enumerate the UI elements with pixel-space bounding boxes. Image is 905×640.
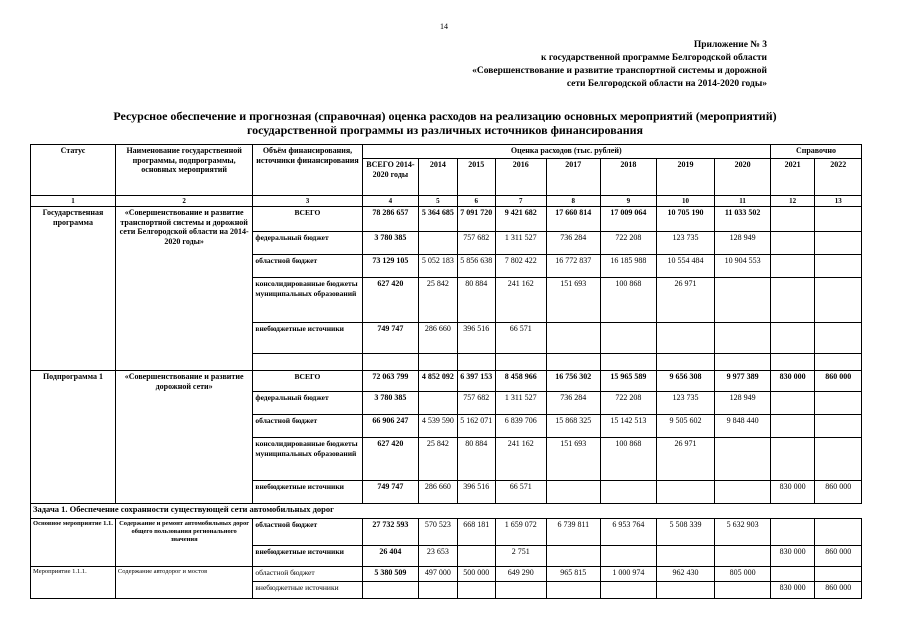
amount-cell xyxy=(601,546,657,567)
sp-status: Подпрограмма 1 xyxy=(31,371,116,504)
amount-cell: 66 571 xyxy=(495,481,546,504)
gp-row xyxy=(31,207,862,232)
amount-cell: 8 458 966 xyxy=(495,371,546,392)
amount-cell: 722 208 xyxy=(601,232,657,255)
amount-cell: 757 682 xyxy=(457,392,495,415)
amount-cell: 962 430 xyxy=(656,567,715,582)
amount-cell xyxy=(815,207,862,232)
m111-status: Мероприятие 1.1.1. xyxy=(31,567,116,599)
gp-name: «Совершенствование и развитие транспортной системы и дорожной сети Белгородской области на 2014-2020 годы» xyxy=(115,207,252,371)
amount-cell: 26 971 xyxy=(656,438,715,481)
col-num: 11 xyxy=(715,196,771,207)
col-num: 6 xyxy=(457,196,495,207)
amount-cell: 100 868 xyxy=(601,278,657,323)
column-number-row xyxy=(31,196,862,207)
amount-cell: 16 756 302 xyxy=(546,371,601,392)
amount-cell: 16 185 988 xyxy=(601,255,657,278)
amount-cell xyxy=(815,392,862,415)
appendix-line-4: сети Белгородской области на 2014-2020 годы» xyxy=(566,79,767,89)
empty-cell xyxy=(457,354,495,371)
amount-cell xyxy=(715,582,771,599)
amount-cell: 860 000 xyxy=(815,582,862,599)
funding-source: ВСЕГО xyxy=(253,207,362,232)
amount-cell xyxy=(770,232,814,255)
amount-cell: 749 747 xyxy=(362,323,419,354)
amount-cell: 1 311 527 xyxy=(495,392,546,415)
amount-cell xyxy=(656,323,715,354)
funding-source: областной бюджет xyxy=(253,567,362,582)
col-num: 10 xyxy=(656,196,715,207)
amount-cell xyxy=(770,519,814,546)
amount-cell: 17 660 814 xyxy=(546,207,601,232)
col-num: 9 xyxy=(601,196,657,207)
amount-cell xyxy=(770,278,814,323)
header-name: Наименование государственной программы, подпрограммы, основных мероприятий xyxy=(115,145,252,196)
amount-cell xyxy=(457,546,495,567)
amount-cell xyxy=(495,582,546,599)
amount-cell: 627 420 xyxy=(362,278,419,323)
col-num: 5 xyxy=(419,196,457,207)
amount-cell: 6 953 764 xyxy=(601,519,657,546)
header-2018: 2018 xyxy=(601,159,657,196)
amount-cell: 286 660 xyxy=(419,323,457,354)
funding-source: внебюджетные источники xyxy=(253,481,362,504)
amount-cell: 3 780 385 xyxy=(362,392,419,415)
title-line-1: Ресурсное обеспечение и прогнозная (справочная) оценка расходов на реализацию основных мероприятий (мероприятий) xyxy=(113,109,777,123)
task-row xyxy=(31,504,862,519)
col-num: 13 xyxy=(815,196,862,207)
amount-cell xyxy=(656,582,715,599)
amount-cell: 80 884 xyxy=(457,278,495,323)
amount-cell: 6 739 811 xyxy=(546,519,601,546)
amount-cell: 6 839 706 xyxy=(495,415,546,438)
amount-cell xyxy=(815,415,862,438)
funding-source: консолидированные бюджеты муниципальных образований xyxy=(253,438,362,481)
amount-cell xyxy=(546,481,601,504)
amount-cell: 5 162 071 xyxy=(457,415,495,438)
amount-cell xyxy=(601,481,657,504)
amount-cell xyxy=(546,546,601,567)
col-num: 2 xyxy=(115,196,252,207)
amount-cell xyxy=(815,323,862,354)
amount-cell: 7 802 422 xyxy=(495,255,546,278)
document-title xyxy=(30,109,860,137)
empty-cell xyxy=(656,354,715,371)
amount-cell: 570 523 xyxy=(419,519,457,546)
header-estimate: Оценка расходов (тыс. рублей) xyxy=(362,145,770,159)
header-funding: Объём финансирования, источники финансирования xyxy=(253,145,362,196)
amount-cell: 757 682 xyxy=(457,232,495,255)
sp-row xyxy=(31,371,862,392)
empty-cell xyxy=(715,354,771,371)
m111-row xyxy=(31,567,862,582)
amount-cell: 123 735 xyxy=(656,232,715,255)
amount-cell: 9 656 308 xyxy=(656,371,715,392)
amount-cell: 5 508 339 xyxy=(656,519,715,546)
col-num: 7 xyxy=(495,196,546,207)
header-total: ВСЕГО 2014-2020 годы xyxy=(362,159,419,196)
amount-cell: 736 284 xyxy=(546,392,601,415)
col-num: 1 xyxy=(31,196,116,207)
empty-cell xyxy=(546,354,601,371)
amount-cell: 15 142 513 xyxy=(601,415,657,438)
col-num: 4 xyxy=(362,196,419,207)
amount-cell: 66 906 247 xyxy=(362,415,419,438)
col-num: 3 xyxy=(253,196,362,207)
amount-cell xyxy=(546,323,601,354)
amount-cell xyxy=(419,392,457,415)
header-status: Статус xyxy=(31,145,116,196)
amount-cell: 5 364 685 xyxy=(419,207,457,232)
amount-cell: 736 284 xyxy=(546,232,601,255)
funding-source: областной бюджет xyxy=(253,519,362,546)
amount-cell xyxy=(656,481,715,504)
amount-cell xyxy=(815,255,862,278)
amount-cell xyxy=(715,438,771,481)
appendix-line-2: к государственной программе Белгородской области xyxy=(540,53,767,63)
amount-cell xyxy=(770,438,814,481)
header-2020: 2020 xyxy=(715,159,771,196)
amount-cell xyxy=(715,481,771,504)
amount-cell: 668 181 xyxy=(457,519,495,546)
amount-cell: 396 516 xyxy=(457,481,495,504)
empty-cell xyxy=(770,354,814,371)
amount-cell xyxy=(715,278,771,323)
empty-cell xyxy=(815,354,862,371)
amount-cell xyxy=(770,567,814,582)
amount-cell xyxy=(715,546,771,567)
amount-cell xyxy=(770,255,814,278)
amount-cell: 3 780 385 xyxy=(362,232,419,255)
amount-cell: 123 735 xyxy=(656,392,715,415)
amount-cell: 73 129 105 xyxy=(362,255,419,278)
funding-source: областной бюджет xyxy=(253,255,362,278)
funding-source: ВСЕГО xyxy=(253,371,362,392)
funding-source: внебюджетные источники xyxy=(253,323,362,354)
amount-cell: 151 693 xyxy=(546,438,601,481)
amount-cell: 627 420 xyxy=(362,438,419,481)
header-2016: 2016 xyxy=(495,159,546,196)
empty-cell xyxy=(601,354,657,371)
amount-cell: 9 977 389 xyxy=(715,371,771,392)
amount-cell: 830 000 xyxy=(770,546,814,567)
amount-cell: 7 091 720 xyxy=(457,207,495,232)
header-2022: 2022 xyxy=(815,159,862,196)
amount-cell xyxy=(815,438,862,481)
amount-cell: 26 971 xyxy=(656,278,715,323)
empty-cell xyxy=(495,354,546,371)
amount-cell: 749 747 xyxy=(362,481,419,504)
funding-source: консолидированные бюджеты муниципальных образований xyxy=(253,278,362,323)
empty-cell xyxy=(253,354,362,371)
amount-cell: 78 286 657 xyxy=(362,207,419,232)
header-2019: 2019 xyxy=(656,159,715,196)
col-num: 12 xyxy=(770,196,814,207)
amount-cell xyxy=(601,582,657,599)
amount-cell: 286 660 xyxy=(419,481,457,504)
amount-cell: 25 842 xyxy=(419,438,457,481)
amount-cell: 649 290 xyxy=(495,567,546,582)
col-num: 8 xyxy=(546,196,601,207)
amount-cell: 10 554 484 xyxy=(656,255,715,278)
amount-cell: 5 052 183 xyxy=(419,255,457,278)
appendix-header xyxy=(407,39,767,91)
amount-cell xyxy=(656,546,715,567)
financing-table xyxy=(30,144,862,599)
amount-cell: 965 815 xyxy=(546,567,601,582)
title-line-2: государственной программы из различных источников финансирования xyxy=(246,123,644,137)
amount-cell: 500 000 xyxy=(457,567,495,582)
amount-cell xyxy=(770,415,814,438)
amount-cell: 11 033 502 xyxy=(715,207,771,232)
amount-cell: 1 000 974 xyxy=(601,567,657,582)
amount-cell: 830 000 xyxy=(770,481,814,504)
amount-cell xyxy=(419,232,457,255)
funding-source: внебюджетные источники xyxy=(253,582,362,599)
amount-cell: 4 852 092 xyxy=(419,371,457,392)
funding-source: федеральный бюджет xyxy=(253,392,362,415)
amount-cell: 860 000 xyxy=(815,481,862,504)
amount-cell: 23 653 xyxy=(419,546,457,567)
om-name: Содержание и ремонт автомобильных дорог общего пользования регионального значения xyxy=(115,519,252,567)
header-2017: 2017 xyxy=(546,159,601,196)
amount-cell: 151 693 xyxy=(546,278,601,323)
header-2021: 2021 xyxy=(770,159,814,196)
amount-cell xyxy=(815,278,862,323)
amount-cell: 15 868 325 xyxy=(546,415,601,438)
header-2015: 2015 xyxy=(457,159,495,196)
om-status: Основное мероприятие 1.1. xyxy=(31,519,116,567)
amount-cell: 722 208 xyxy=(601,392,657,415)
amount-cell: 497 000 xyxy=(419,567,457,582)
amount-cell: 860 000 xyxy=(815,371,862,392)
amount-cell: 4 539 590 xyxy=(419,415,457,438)
gp-status: Государственная программа xyxy=(31,207,116,371)
funding-source: внебюджетные источники xyxy=(253,546,362,567)
amount-cell: 805 000 xyxy=(715,567,771,582)
funding-source: федеральный бюджет xyxy=(253,232,362,255)
amount-cell xyxy=(770,323,814,354)
amount-cell xyxy=(546,582,601,599)
amount-cell xyxy=(770,392,814,415)
header-reference: Справочно xyxy=(770,145,861,159)
header-row-1 xyxy=(31,145,862,159)
amount-cell xyxy=(815,232,862,255)
om-row xyxy=(31,519,862,546)
amount-cell: 15 965 589 xyxy=(601,371,657,392)
funding-source: областной бюджет xyxy=(253,415,362,438)
amount-cell: 16 772 837 xyxy=(546,255,601,278)
amount-cell xyxy=(770,207,814,232)
amount-cell: 26 404 xyxy=(362,546,419,567)
amount-cell xyxy=(815,519,862,546)
amount-cell: 17 009 064 xyxy=(601,207,657,232)
amount-cell: 72 063 799 xyxy=(362,371,419,392)
amount-cell: 80 884 xyxy=(457,438,495,481)
amount-cell: 241 162 xyxy=(495,438,546,481)
amount-cell: 2 751 xyxy=(495,546,546,567)
page-number: 14 xyxy=(440,22,448,31)
amount-cell xyxy=(457,582,495,599)
amount-cell: 1 659 072 xyxy=(495,519,546,546)
amount-cell: 66 571 xyxy=(495,323,546,354)
amount-cell xyxy=(601,323,657,354)
amount-cell: 10 904 553 xyxy=(715,255,771,278)
amount-cell: 1 311 527 xyxy=(495,232,546,255)
amount-cell: 128 949 xyxy=(715,392,771,415)
amount-cell: 830 000 xyxy=(770,582,814,599)
amount-cell: 5 856 638 xyxy=(457,255,495,278)
amount-cell xyxy=(815,567,862,582)
amount-cell: 5 380 509 xyxy=(362,567,419,582)
amount-cell: 25 842 xyxy=(419,278,457,323)
empty-cell xyxy=(362,354,419,371)
amount-cell: 396 516 xyxy=(457,323,495,354)
amount-cell: 830 000 xyxy=(770,371,814,392)
appendix-line-3: «Совершенствование и развитие транспортной системы и дорожной xyxy=(472,66,767,76)
amount-cell: 9 421 682 xyxy=(495,207,546,232)
amount-cell xyxy=(715,323,771,354)
sp-name: «Совершенствование и развитие дорожной сети» xyxy=(115,371,252,504)
amount-cell: 5 632 903 xyxy=(715,519,771,546)
amount-cell xyxy=(362,582,419,599)
amount-cell: 10 705 190 xyxy=(656,207,715,232)
amount-cell: 6 397 153 xyxy=(457,371,495,392)
amount-cell xyxy=(419,582,457,599)
amount-cell: 9 505 602 xyxy=(656,415,715,438)
amount-cell: 27 732 593 xyxy=(362,519,419,546)
appendix-line-1: Приложение № 3 xyxy=(693,40,767,50)
amount-cell: 860 000 xyxy=(815,546,862,567)
amount-cell: 128 949 xyxy=(715,232,771,255)
m111-name: Содержание автодорог и мостов xyxy=(115,567,252,599)
header-2014: 2014 xyxy=(419,159,457,196)
amount-cell: 9 848 440 xyxy=(715,415,771,438)
task-1-title: Задача 1. Обеспечение сохранности существующей сети автомобильных дорог xyxy=(31,504,862,519)
amount-cell: 100 868 xyxy=(601,438,657,481)
empty-cell xyxy=(419,354,457,371)
amount-cell: 241 162 xyxy=(495,278,546,323)
